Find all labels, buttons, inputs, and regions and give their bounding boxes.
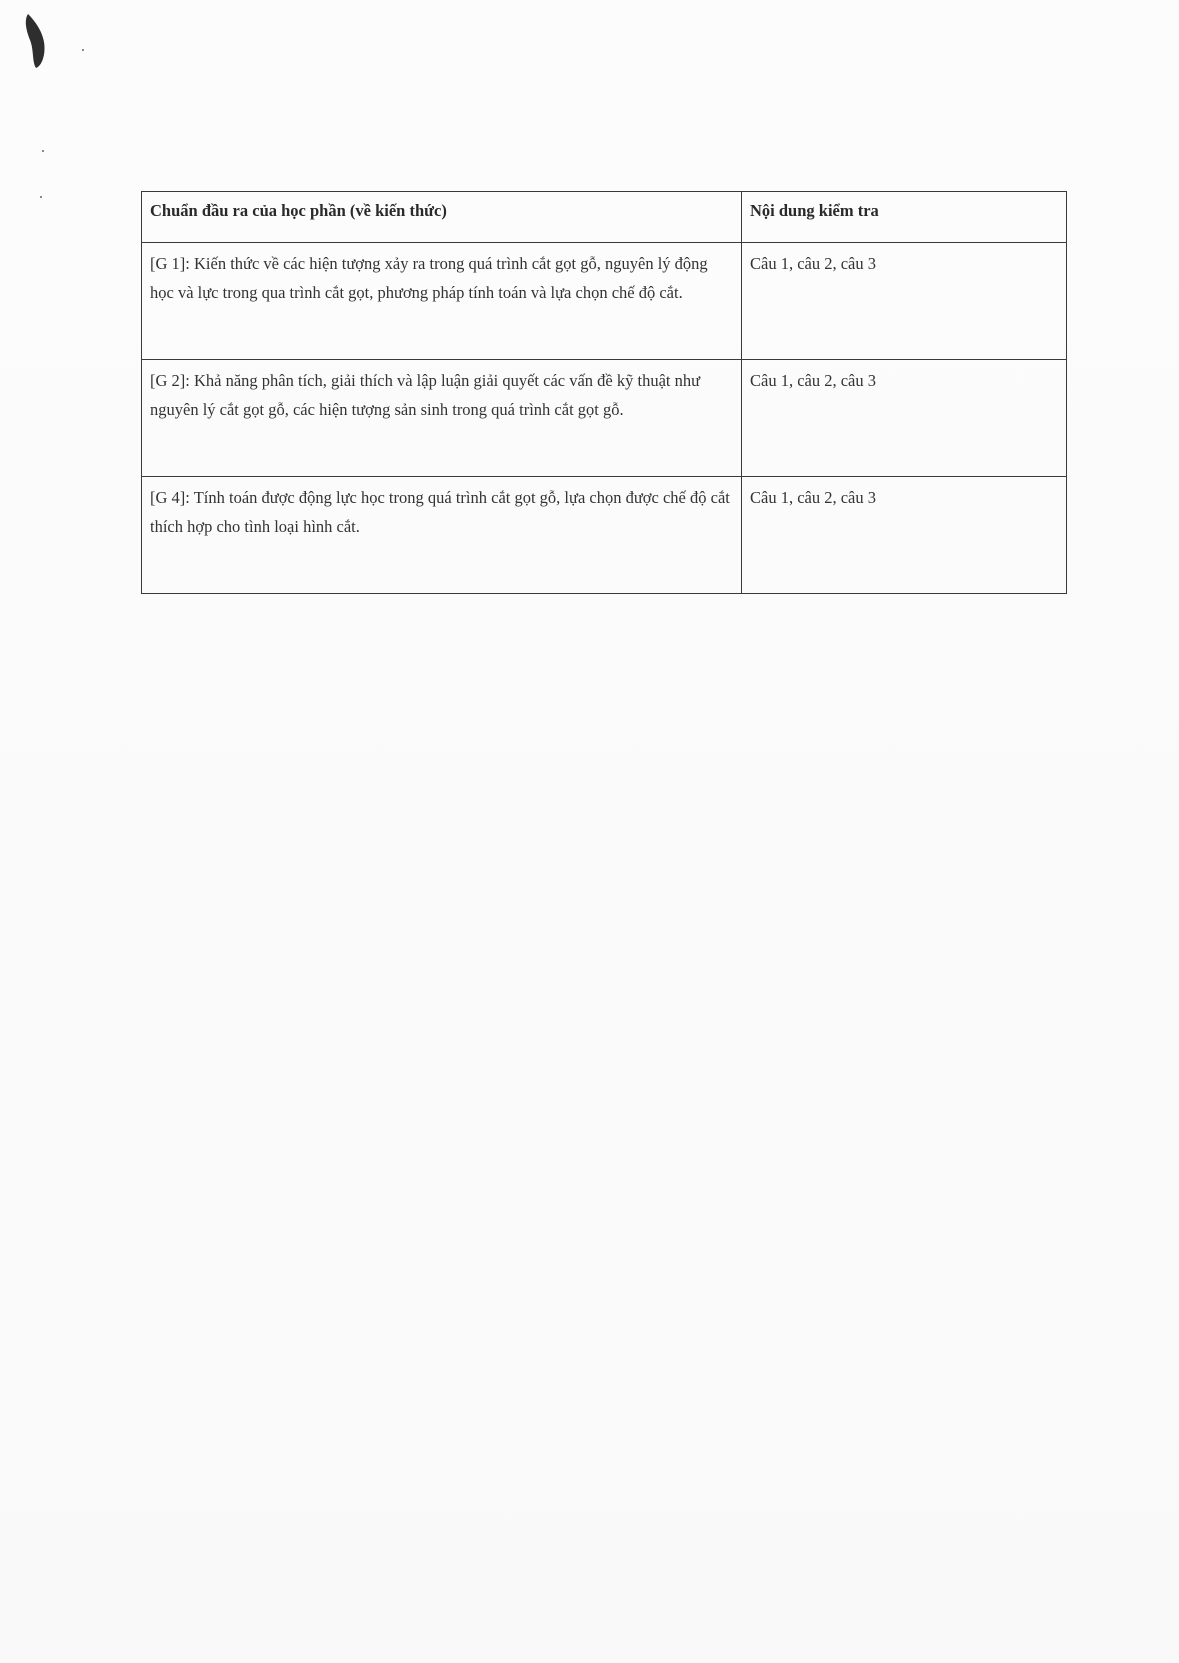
- content-cell: Câu 1, câu 2, câu 3: [742, 243, 1067, 360]
- outcome-cell: [G 4]: Tính toán được động lực học trong quá trình cắt gọt gỗ, lựa chọn được chế độ cắt thích hợp cho tình loại hình cắt.: [142, 477, 742, 594]
- content-cell: Câu 1, câu 2, câu 3: [742, 477, 1067, 594]
- outcome-cell: [G 2]: Khả năng phân tích, giải thích và lập luận giải quyết các vấn đề kỹ thuật như nguyên lý cắt gọt gỗ, các hiện tượng sản sinh trong quá trình cắt gọt gỗ.: [142, 360, 742, 477]
- table-row: [142, 477, 1067, 594]
- scan-ink-blot: [20, 10, 50, 70]
- header-outcome: Chuẩn đầu ra của học phần (về kiến thức): [142, 192, 742, 243]
- header-content: Nội dung kiểm tra: [742, 192, 1067, 243]
- table-row: [142, 243, 1067, 360]
- scan-speck: [42, 150, 44, 152]
- content-cell: Câu 1, câu 2, câu 3: [742, 360, 1067, 477]
- scan-speck: [40, 196, 42, 198]
- outcome-cell: [G 1]: Kiến thức về các hiện tượng xảy ra trong quá trình cắt gọt gỗ, nguyên lý động học và lực trong qua trình cắt gọt, phương pháp tính toán và lựa chọn chế độ cắt.: [142, 243, 742, 360]
- scan-speck: [82, 49, 84, 51]
- learning-outcomes-table: [141, 191, 1067, 594]
- table-header-row: [142, 192, 1067, 243]
- table-row: [142, 360, 1067, 477]
